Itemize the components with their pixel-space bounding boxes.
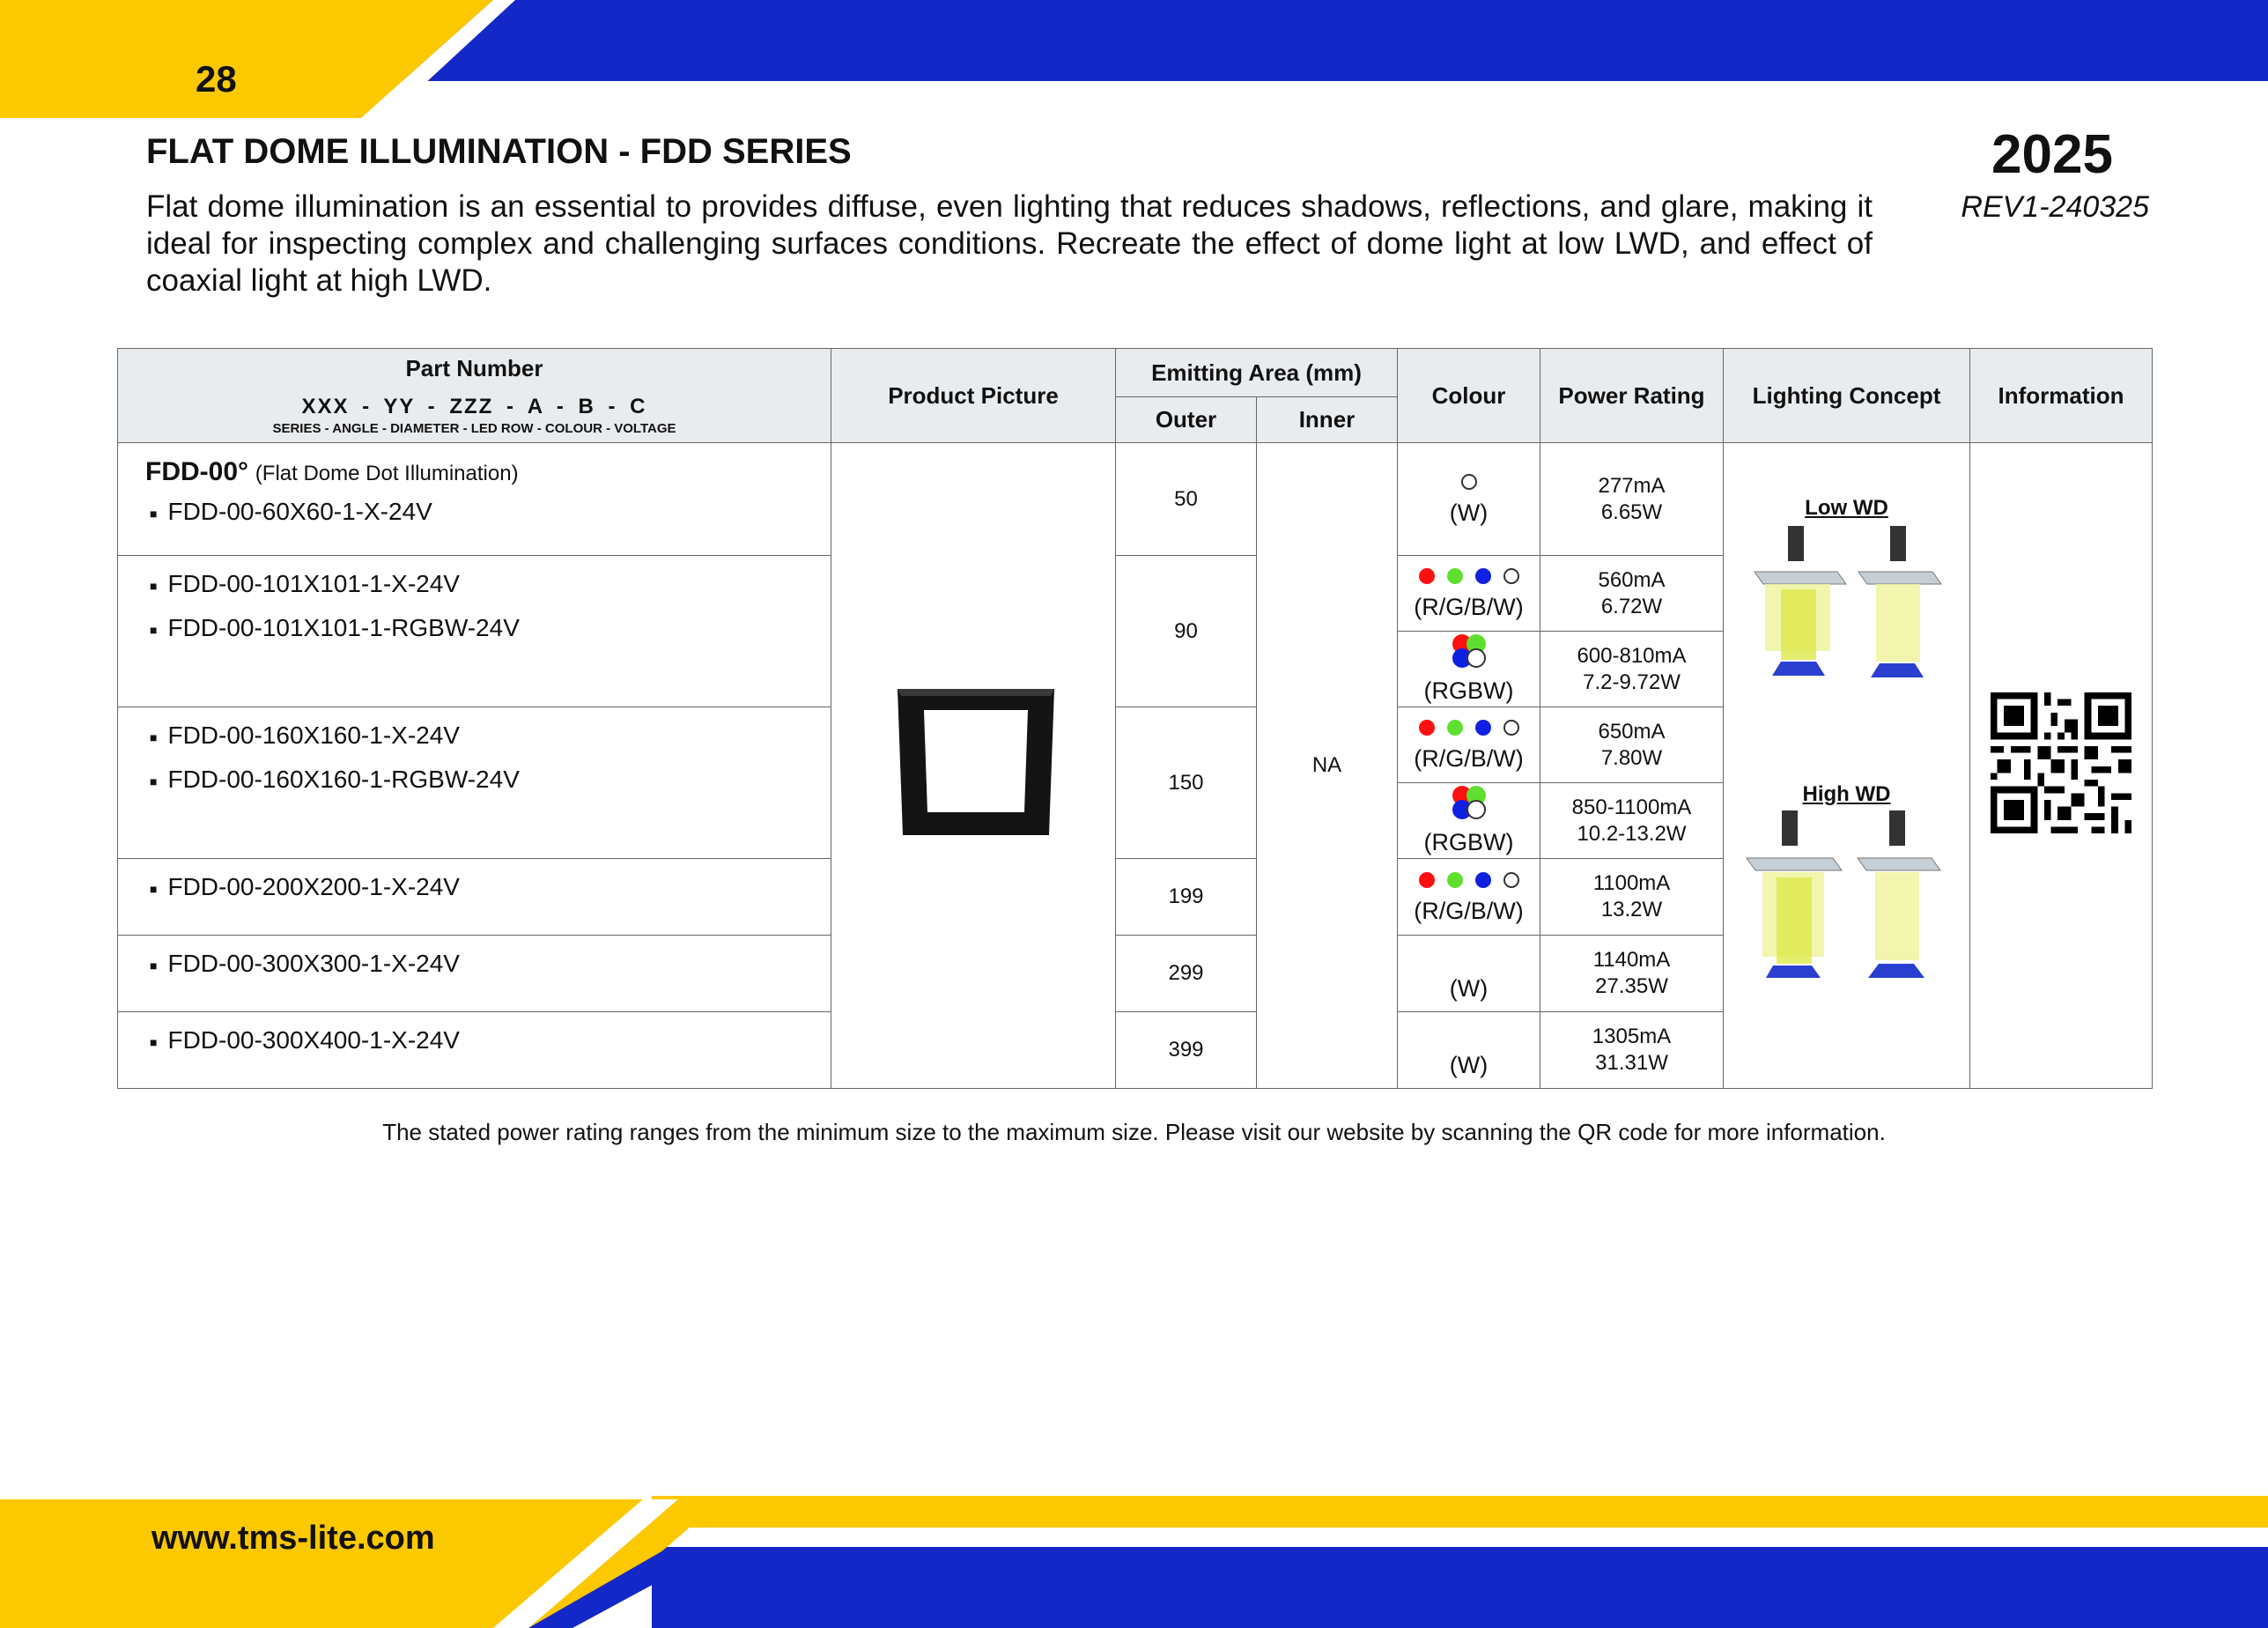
power-cell: 1140mA 27.35W [1540, 936, 1724, 1012]
header-emitting-area: Emitting Area (mm) [1116, 349, 1398, 397]
header-outer: Outer [1116, 397, 1257, 443]
list-item: ■ FDD-00-160X160-1-RGBW-24V [150, 766, 520, 793]
list-item: ■ FDD-00-60X60-1-X-24V [150, 498, 432, 525]
information-cell [1970, 443, 2153, 1089]
page-title: FLAT DOME ILLUMINATION - FDD SERIES [146, 132, 852, 171]
header-colour: Colour [1398, 349, 1540, 443]
power-cell: 1100mA 13.2W [1540, 859, 1724, 936]
footer-band [0, 1496, 2268, 1628]
green-led-icon [1447, 720, 1463, 736]
product-picture-cell [831, 443, 1116, 1089]
red-led-icon [1419, 872, 1435, 888]
series-heading: FDD-00° (Flat Dome Dot Illumination) [145, 457, 519, 486]
list-item: ■ FDD-00-101X101-1-X-24V [150, 570, 460, 597]
colour-cell: (R/G/B/W) [1398, 556, 1540, 632]
green-led-icon [1447, 568, 1463, 584]
blue-led-icon [1475, 720, 1491, 736]
colour-cell: (RGBW) [1398, 632, 1540, 707]
footnote-text: The stated power rating ranges from the minimum size to the maximum size. Please visit our website by scanning the QR code for more information. [382, 1119, 1886, 1145]
header-part-number: Part Number XXX - YY - ZZZ - A - B - C SERIES - ANGLE - DIAMETER - LED ROW - COLOUR - VOLTAGE [118, 349, 831, 443]
header-information: Information [1970, 349, 2153, 443]
red-led-icon [1419, 720, 1435, 736]
white-led-icon [1461, 474, 1477, 490]
high-wd-label: High WD [1802, 782, 1891, 806]
header-product-picture: Product Picture [831, 349, 1116, 443]
power-cell: 277mA 6.65W [1540, 443, 1724, 556]
low-wd-diagram [1746, 521, 1948, 688]
year-label: 2025 [1991, 124, 2113, 185]
rgbw-led-icon [1449, 634, 1489, 668]
outer-cell: 299 [1116, 936, 1257, 1012]
part-group-200 [118, 859, 831, 936]
part-group-101 [118, 556, 831, 707]
low-wd-label: Low WD [1805, 496, 1888, 520]
colour-cell: (W) [1398, 936, 1540, 1012]
part-group-160 [118, 707, 831, 859]
list-item: ■ FDD-00-300X400-1-X-24V [150, 1026, 460, 1054]
part-group-300 [118, 936, 831, 1012]
red-led-icon [1419, 568, 1435, 584]
product-frame-image [885, 684, 1061, 842]
power-cell: 850-1100mA 10.2-13.2W [1540, 783, 1724, 859]
power-cell: 560mA 6.72W [1540, 556, 1724, 632]
white-led-icon [1503, 720, 1519, 736]
list-item: ■ FDD-00-160X160-1-X-24V [150, 722, 460, 749]
colour-cell: (R/G/B/W) [1398, 707, 1540, 783]
colour-cell: (W) [1398, 443, 1540, 556]
outer-cell: 150 [1116, 707, 1257, 859]
part-code-legend: SERIES - ANGLE - DIAMETER - LED ROW - COLOUR - VOLTAGE [272, 421, 676, 436]
colour-cell: (W) [1398, 1012, 1540, 1089]
blue-led-icon [1475, 568, 1491, 584]
revision-label: REV1-240325 [1961, 190, 2149, 224]
blue-led-icon [1475, 872, 1491, 888]
header-band [0, 0, 2268, 123]
list-item: ■ FDD-00-300X300-1-X-24V [150, 950, 460, 977]
header-power-rating: Power Rating [1540, 349, 1724, 443]
colour-cell: (R/G/B/W) [1398, 859, 1540, 936]
outer-cell: 50 [1116, 443, 1257, 556]
lighting-concept-cell [1724, 443, 1970, 1089]
white-led-icon [1503, 872, 1519, 888]
part-group-60 [118, 443, 831, 556]
list-item: ■ FDD-00-101X101-1-RGBW-24V [150, 614, 520, 641]
part-code-format: XXX - YY - ZZZ - A - B - C [301, 395, 647, 418]
power-cell: 1305mA 31.31W [1540, 1012, 1724, 1089]
inner-cell: NA [1257, 443, 1398, 1089]
green-led-icon [1447, 872, 1463, 888]
rgbw-led-icon [1449, 786, 1489, 819]
white-led-icon [1503, 568, 1519, 584]
outer-cell: 90 [1116, 556, 1257, 707]
high-wd-diagram [1741, 807, 1953, 983]
qr-code-icon [1991, 692, 2131, 833]
spec-table [117, 348, 2153, 1089]
part-group-300x400 [118, 1012, 831, 1089]
page-number: 28 [196, 58, 237, 100]
description-text: Flat dome illumination is an essential to provides diffuse, even lighting that reduces shadows, reflections, and glare, making it ideal for inspecting complex and challenging surfaces conditions. Recreate the effect of dome light at low LWD, and effect of coaxial light at high LWD. [146, 189, 1873, 298]
header-lighting-concept: Lighting Concept [1724, 349, 1970, 443]
colour-cell: (RGBW) [1398, 783, 1540, 859]
outer-cell: 199 [1116, 859, 1257, 936]
header-inner: Inner [1257, 397, 1398, 443]
website-link[interactable]: www.tms-lite.com [151, 1520, 435, 1557]
list-item: ■ FDD-00-200X200-1-X-24V [150, 873, 460, 900]
power-cell: 600-810mA 7.2-9.72W [1540, 632, 1724, 707]
power-cell: 650mA 7.80W [1540, 707, 1724, 783]
outer-cell: 399 [1116, 1012, 1257, 1089]
